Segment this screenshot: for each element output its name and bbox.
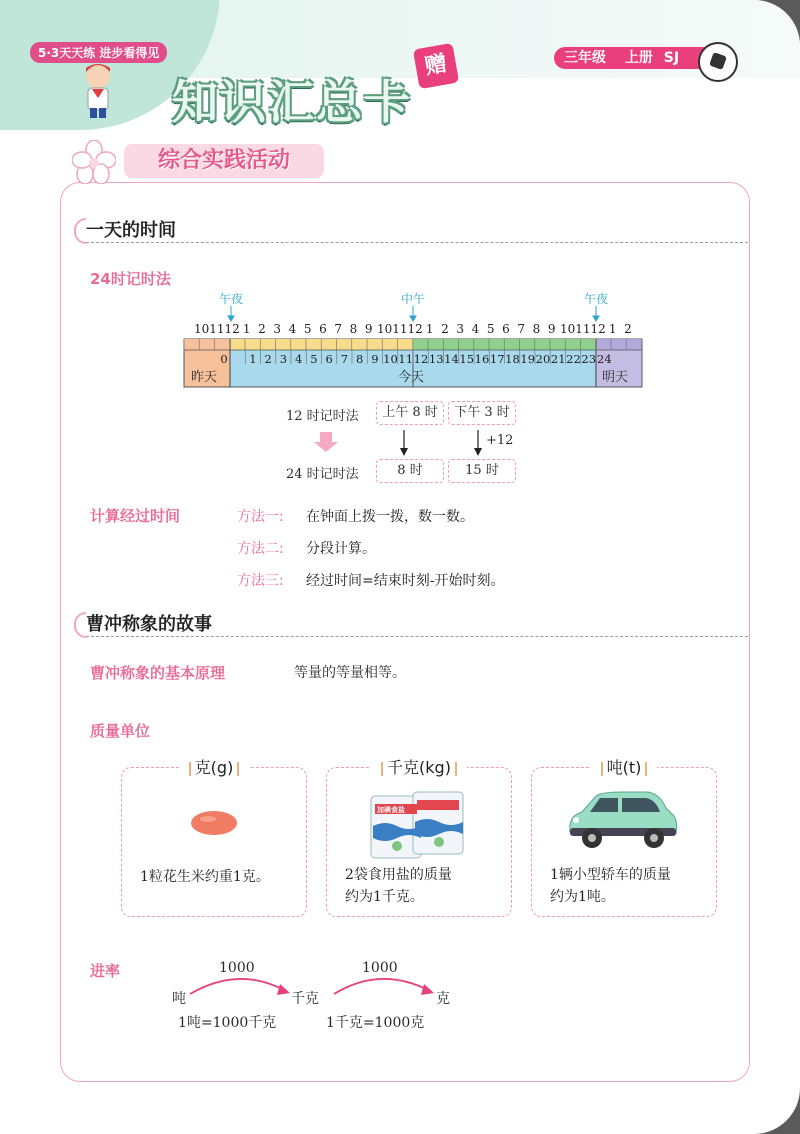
top-hour-label: 5 [303, 322, 312, 336]
unit-name-kilogram: 千克(kg) [387, 758, 451, 777]
top-hour-label: 1 [608, 322, 617, 336]
label-24h: 24 时记时法 [286, 467, 359, 482]
top-hour-label: 3 [273, 322, 282, 336]
top-hour-label: 6 [319, 322, 327, 336]
rate-unit-ton: 吨 [172, 991, 186, 1007]
topic-heading-day-time: 一天的时间 [74, 216, 176, 242]
top-hour-label: 7 [517, 322, 526, 336]
grade-label: 三年级 [564, 50, 606, 66]
subheading-principle: 曹冲称象的基本原理 [90, 664, 226, 682]
top-hour-label: 10 [560, 322, 576, 336]
unit-desc-gram: 1粒花生米约重1克。 [140, 869, 270, 885]
top-hour-label: 2 [258, 322, 266, 336]
rate-unit-g: 克 [436, 991, 450, 1007]
midnight-marker-left: 午夜 [219, 292, 244, 306]
subheading-24h: 24时记时法 [90, 270, 171, 288]
unit-desc-kilogram-1: 2袋食用盐的质量 [345, 867, 452, 883]
bottom-hour-label: 16 [474, 352, 490, 366]
top-hour-label: 8 [532, 322, 541, 336]
top-hour-label: 7 [334, 322, 343, 336]
bottom-hour-label: 7 [340, 352, 349, 366]
edition-label: SJ [663, 50, 680, 66]
top-hour-label: 12 [590, 322, 606, 336]
top-hour-label: 10 [194, 322, 210, 336]
top-hour-label: 11 [392, 322, 408, 336]
rate-unit-kg: 千克 [291, 991, 319, 1007]
top-hour-label: 4 [288, 322, 297, 336]
rate-eq-kg-g: 1千克=1000克 [326, 1015, 425, 1031]
method-2-label: 方法二: [237, 541, 284, 557]
subheading-elapsed: 计算经过时间 [90, 507, 181, 525]
top-hour-label: 8 [349, 322, 358, 336]
unit-desc-kilogram-2: 约为1千克。 [345, 889, 424, 905]
bottom-hour-label: 1 [249, 352, 257, 366]
unit-name-ton: 吨(t) [606, 758, 642, 777]
top-hour-label: 9 [364, 322, 373, 336]
top-hour-label: 1 [425, 322, 434, 336]
noon-marker: 中午 [401, 292, 426, 306]
bottom-hour-label: 11 [398, 352, 414, 366]
top-hour-label: 2 [624, 322, 632, 336]
method-3-label: 方法三: [237, 573, 284, 589]
bottom-hour-label: 14 [444, 352, 459, 366]
volume-label: 上册 [624, 50, 653, 66]
bottom-hour-label: 6 [325, 352, 333, 366]
method-1-text: 在钟面上拨一拨，数一数。 [306, 509, 474, 525]
bottom-hour-label: 23 [581, 352, 597, 366]
salt-bag-label: 加碘食盐 [377, 806, 405, 814]
bottom-hour-label: 3 [279, 352, 288, 366]
gift-badge: 赠 [413, 43, 459, 89]
top-hour-label: 12 [224, 322, 240, 336]
bottom-hour-label: 4 [294, 352, 303, 366]
bottom-hour-label: 5 [310, 352, 318, 366]
pm-time-box: 下午 3 时 [448, 401, 516, 425]
topic-heading-elephant: 曹冲称象的故事 [74, 610, 212, 636]
bottom-hour-label: 17 [489, 352, 505, 366]
method-1-label: 方法一: [237, 509, 284, 525]
day-label-today: 今天 [398, 370, 425, 385]
bottom-hour-label: 15 [459, 352, 475, 366]
unit-name-gram: 克(g) [194, 758, 234, 777]
top-hour-label: 5 [486, 322, 495, 336]
top-hour-label: 9 [547, 322, 556, 336]
rate-1000-ton-kg: 1000 [219, 960, 255, 976]
bottom-hour-label: 18 [505, 352, 520, 366]
bottom-hour-label: 0 [220, 352, 228, 366]
rate-eq-ton-kg: 1吨=1000千克 [178, 1015, 277, 1031]
top-hour-label: 11 [575, 322, 591, 336]
am24-time-box: 8 时 [376, 459, 444, 483]
bottom-hour-label: 9 [371, 352, 379, 366]
method-2-text: 分段计算。 [306, 541, 376, 557]
top-hour-label: 12 [407, 322, 423, 336]
top-hour-label: 6 [502, 322, 510, 336]
top-hour-label: 4 [471, 322, 480, 336]
rate-1000-kg-g: 1000 [362, 960, 398, 976]
slogan-badge: 5·3天天练 进步看得见 [30, 42, 167, 63]
day-label-tomorrow: 明天 [602, 370, 629, 385]
bottom-hour-label: 22 [566, 352, 581, 366]
bottom-hour-label: 13 [428, 352, 444, 366]
bottom-hour-label: 12 [413, 352, 429, 366]
principle-text: 等量的等量相等。 [294, 665, 406, 681]
bottom-hour-label: 19 [520, 352, 536, 366]
unit-desc-ton-1: 1辆小型轿车的质量 [550, 867, 671, 883]
bottom-hour-label: 2 [264, 352, 272, 366]
bottom-hour-label: 8 [355, 352, 364, 366]
top-hour-label: 3 [456, 322, 465, 336]
am-time-box: 上午 8 时 [376, 401, 444, 425]
section-title: 综合实践活动 [124, 144, 324, 178]
bottom-hour-label: 10 [383, 352, 398, 366]
day-label-yesterday: 昨天 [191, 370, 218, 385]
subheading-units: 质量单位 [90, 722, 151, 740]
label-12h: 12 时记时法 [286, 409, 359, 424]
bottom-hour-label: 24 [597, 352, 612, 366]
plus-twelve: +12 [486, 433, 514, 448]
bottom-hour-label: 21 [550, 352, 566, 366]
top-hour-label: 11 [209, 322, 225, 336]
pm24-time-box: 15 时 [448, 459, 516, 483]
top-hour-label: 10 [377, 322, 393, 336]
subheading-rate: 进率 [90, 962, 121, 980]
unit-desc-ton-2: 约为1吨。 [550, 889, 615, 905]
top-hour-label: 2 [441, 322, 449, 336]
bottom-hour-label: 20 [535, 352, 551, 366]
midnight-marker-right: 午夜 [584, 292, 609, 306]
top-hour-label: 1 [242, 322, 251, 336]
method-3-text: 经过时间=结束时刻-开始时刻。 [306, 573, 505, 589]
page-title: 知识汇总卡 [172, 75, 412, 129]
